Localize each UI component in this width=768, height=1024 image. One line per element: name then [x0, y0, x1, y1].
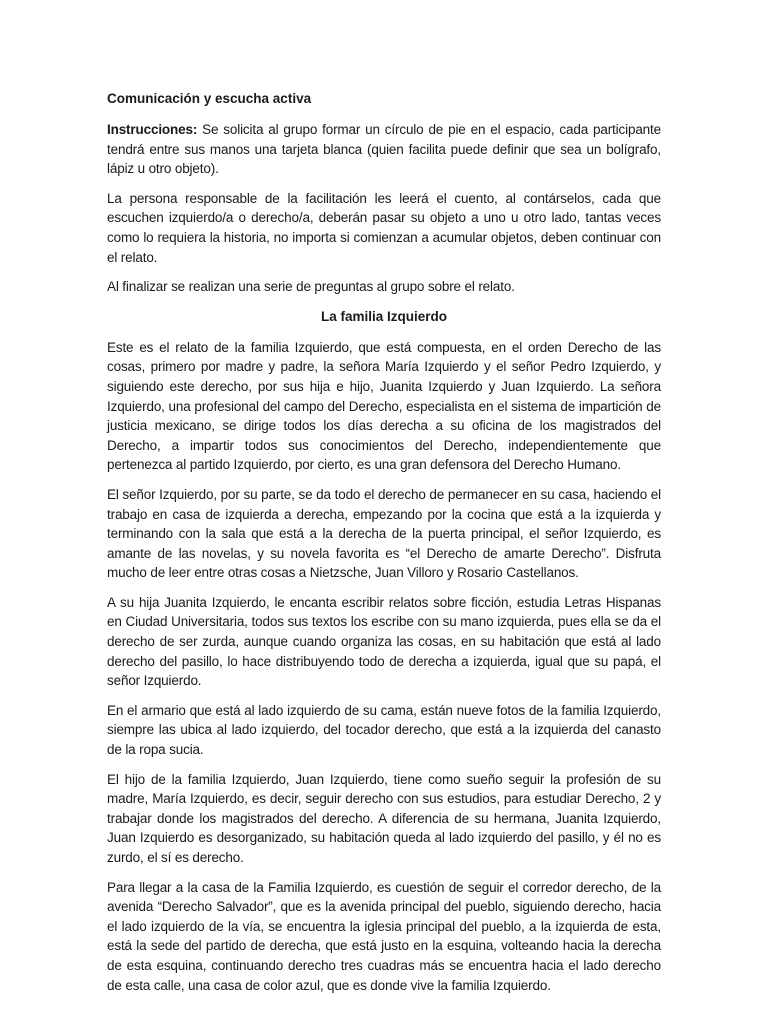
story-paragraph: Este es el relato de la familia Izquierdo, que está compuesta, en el orden Derecho de las cosas, primero por madre y padre, la señora María Izquierdo y el señor Pedro Izquierdo, y siguiendo este derecho, por sus hija e hijo, Juanita Izquierdo y Juan Izquierdo. La señora Izquierdo, una profesional del campo del Derecho, especialista en el sistema de impartición de justicia mexicano, se dirige todos los días derecha a su oficina de los magistrados del Derecho, a impartir todos sus conocimientos del Derecho, independientemente que pertenezca al partido Izquierdo, por cierto, es una gran defensora del Derecho Humano.: [107, 339, 661, 473]
document-body: [107, 89, 661, 1005]
instructions-paragraph: [107, 120, 661, 179]
story-paragraph: A su hija Juanita Izquierdo, le encanta escribir relatos sobre ficción, estudia Letras Hispanas en Ciudad Universitaria, todos sus textos los escribe con su mano izquierda, pues ella se da el derecho de ser zurda, aunque cuando organiza las cosas, en su habitación que está al lado derecho del pasillo, lo hace distribuyendo todo de derecha a izquierda, igual que su papá, el señor Izquierdo.: [107, 594, 661, 689]
instructions-text: Se solicita al grupo formar un círculo de pie en el espacio, cada participante tendrá entre sus manos una tarjeta blanca (quien facilita puede definir que sea un bolígrafo, lápiz u otro objeto).: [107, 122, 661, 177]
document-title: Comunicación y escucha activa: [107, 91, 312, 106]
story-paragraph: El hijo de la familia Izquierdo, Juan Izquierdo, tiene como sueño seguir la profesión de su madre, María Izquierdo, es decir, seguir derecho con sus estudios, para estudiar Derecho, 2 y trabajar donde los magistrados del derecho. A diferencia de su hermana, Juanita Izquierdo, Juan Izquierdo es desorganizado, su habitación queda al lado izquierdo del pasillo, y él no es zurdo, el sí es derecho.: [107, 771, 661, 865]
story-title: La familia Izquierdo: [320, 308, 448, 324]
story-paragraph: El señor Izquierdo, por su parte, se da todo el derecho de permanecer en su casa, haciendo el trabajo en casa de izquierda a derecha, empezando por la cocina que está a la izquierda y terminando con la sala que está a la derecha de la puerta principal, el señor Izquierdo, es amante de las novelas, y su novela favorita es “el Derecho de amarte Derecho”. Disfruta mucho de leer entre otras cosas a Nietzsche, Juan Villoro y Rosario Castellanos.: [107, 486, 661, 581]
story-paragraph: Para llegar a la casa de la Familia Izquierdo, es cuestión de seguir el corredor derecho, de la avenida “Derecho Salvador”, que es la avenida principal del pueblo, siguiendo derecho, hacia el lado izquierdo de la vía, se encuentra la iglesia principal del pueblo, a la izquierda de esta, está la sede del partido de derecha, que está justo en la esquina, volteando hacia la derecha de esta esquina, continuando derecho tres cuadras más se encuentra hacia el lado derecho de esta calle, una casa de color azul, que es donde vive la familia Izquierdo.: [107, 879, 661, 993]
intro-paragraph-questions: Al finalizar se realizan una serie de preguntas al grupo sobre el relato.: [107, 279, 515, 295]
story-paragraph: En el armario que está al lado izquierdo de su cama, están nueve fotos de la familia Izquierdo, siempre las ubica al lado izquierdo, del tocador derecho, que está a la izquierda del canasto de la ropa sucia.: [107, 702, 661, 758]
intro-paragraph-facilitation: La persona responsable de la facilitación les leerá el cuento, al contárselos, cada que escuchen izquierdo/a o derecho/a, deberán pasar su objeto a uno u otro lado, tantas veces como lo requiera la historia, no importa si comienzan a acumular objetos, deben continuar con el relato.: [107, 190, 661, 265]
instructions-label: Instrucciones:: [107, 122, 198, 137]
